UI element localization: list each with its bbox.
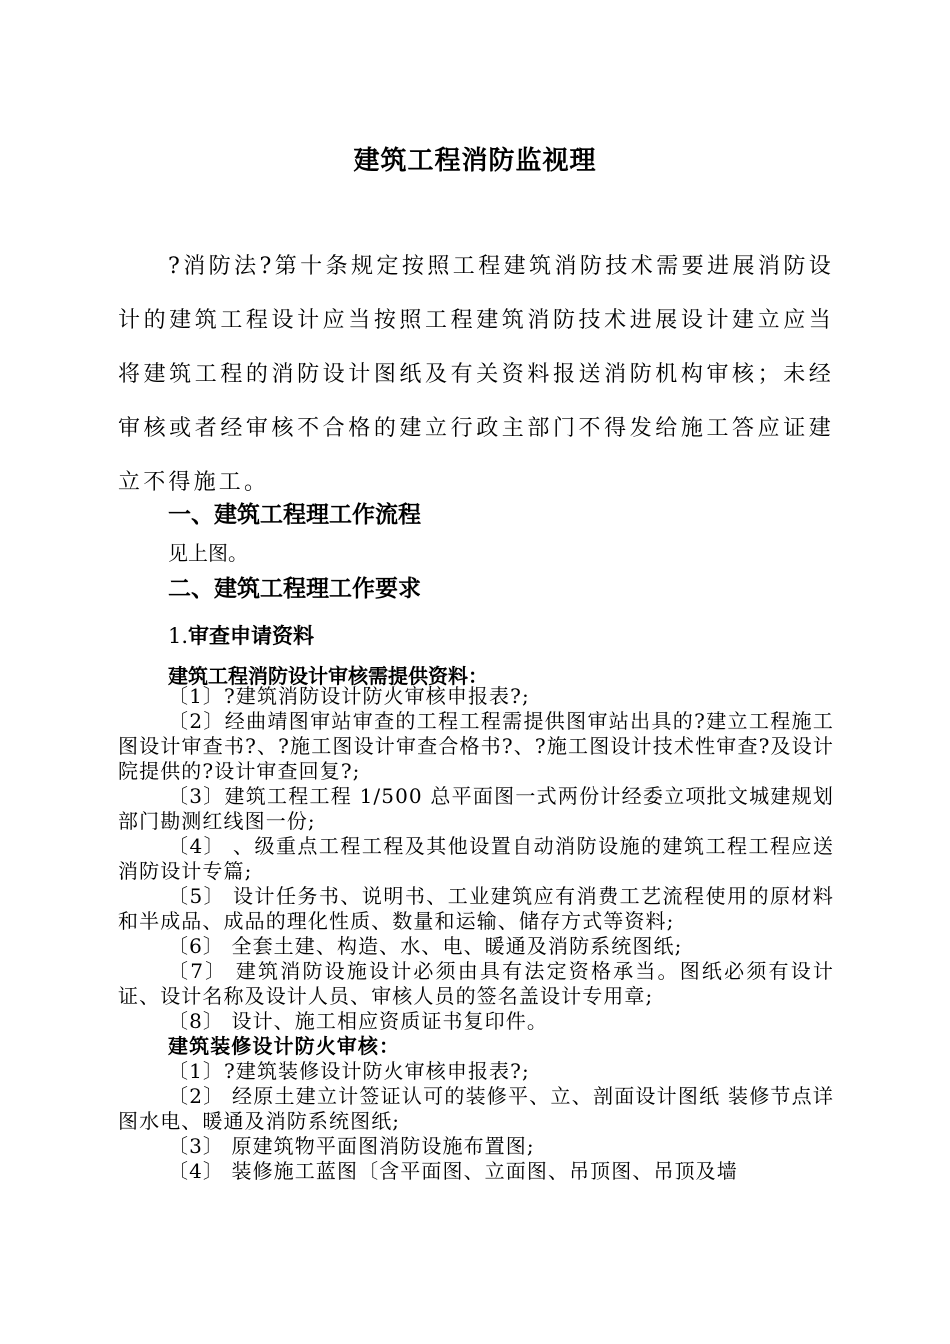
list-item: 〔2〕经曲靖图审站审查的工程工程需提供图审站出具的?建立工程施工图设计审查书?、?施工图设计审查合格书?、?施工图设计技术性审查?及设计院提供的?设计审查回复?;	[118, 709, 834, 783]
subsection-title: 审查申请资料	[188, 624, 315, 648]
list-item: 〔3〕建筑工程工程 1/500 总平面图一式两份计经委立项批文城建规划部门勘测红线图一份;	[118, 784, 834, 833]
list-item: 〔6〕 全套土建、构造、水、电、暖通及消防系统图纸;	[168, 934, 683, 958]
list-item: 〔1〕?建筑装修设计防火审核申报表?;	[168, 1059, 530, 1083]
subsection-number: 1.	[168, 624, 189, 648]
list-item: 〔3〕 原建筑物平面图消防设施布置图;	[168, 1134, 535, 1158]
list-item: 〔4〕 装修施工蓝图〔含平面图、立面图、吊顶图、吊顶及墙	[168, 1159, 738, 1183]
list-item: 〔2〕 经原土建立计签证认可的装修平、立、剖面设计图纸 装修节点详图水电、暖通及消防系统图纸;	[118, 1084, 834, 1133]
section-heading-workflow: 一、建筑工程理工作流程	[168, 502, 421, 528]
see-above-note: 见上图。	[168, 541, 248, 565]
page-title: 建筑工程消防监视理	[353, 146, 597, 176]
intro-paragraph: ?消防法?第十条规定按照工程建筑消防技术需要进展消防设计的建筑工程设计应当按照工程建筑消防技术进展设计建立应当将建筑工程的消防设计图纸及有关资料报送消防机构审核；未经审核或者经审核不合格的建立行政主部门不得发给施工答应证建立不得施工。	[118, 254, 834, 495]
fire-design-list	[118, 684, 834, 1184]
list-item: 〔5〕 设计任务书、说明书、工业建筑应有消费工艺流程使用的原材料和半成品、成品的理化性质、数量和运输、储存方式等资料;	[118, 884, 834, 933]
list-item: 〔8〕 设计、施工相应资质证书复印件。	[168, 1009, 548, 1033]
list-item: 〔7〕 建筑消防设施设计必须由具有法定资格承当。图纸必须有设计证、设计名称及设计人员、审核人员的签名盖设计专用章;	[118, 959, 834, 1008]
list-item: 〔1〕?建筑消防设计防火审核申报表?;	[168, 684, 530, 708]
section-heading-requirements: 二、建筑工程理工作要求	[168, 576, 421, 602]
list-item: 〔4〕 、级重点工程工程及其他设置自动消防设施的建筑工程工程应送消防设计专篇;	[118, 834, 834, 883]
decoration-heading: 建筑装修设计防火审核：	[168, 1034, 401, 1058]
subsection-heading	[168, 620, 314, 650]
fire-design-heading: 建筑工程消防设计审核需提供资料：	[168, 664, 488, 688]
